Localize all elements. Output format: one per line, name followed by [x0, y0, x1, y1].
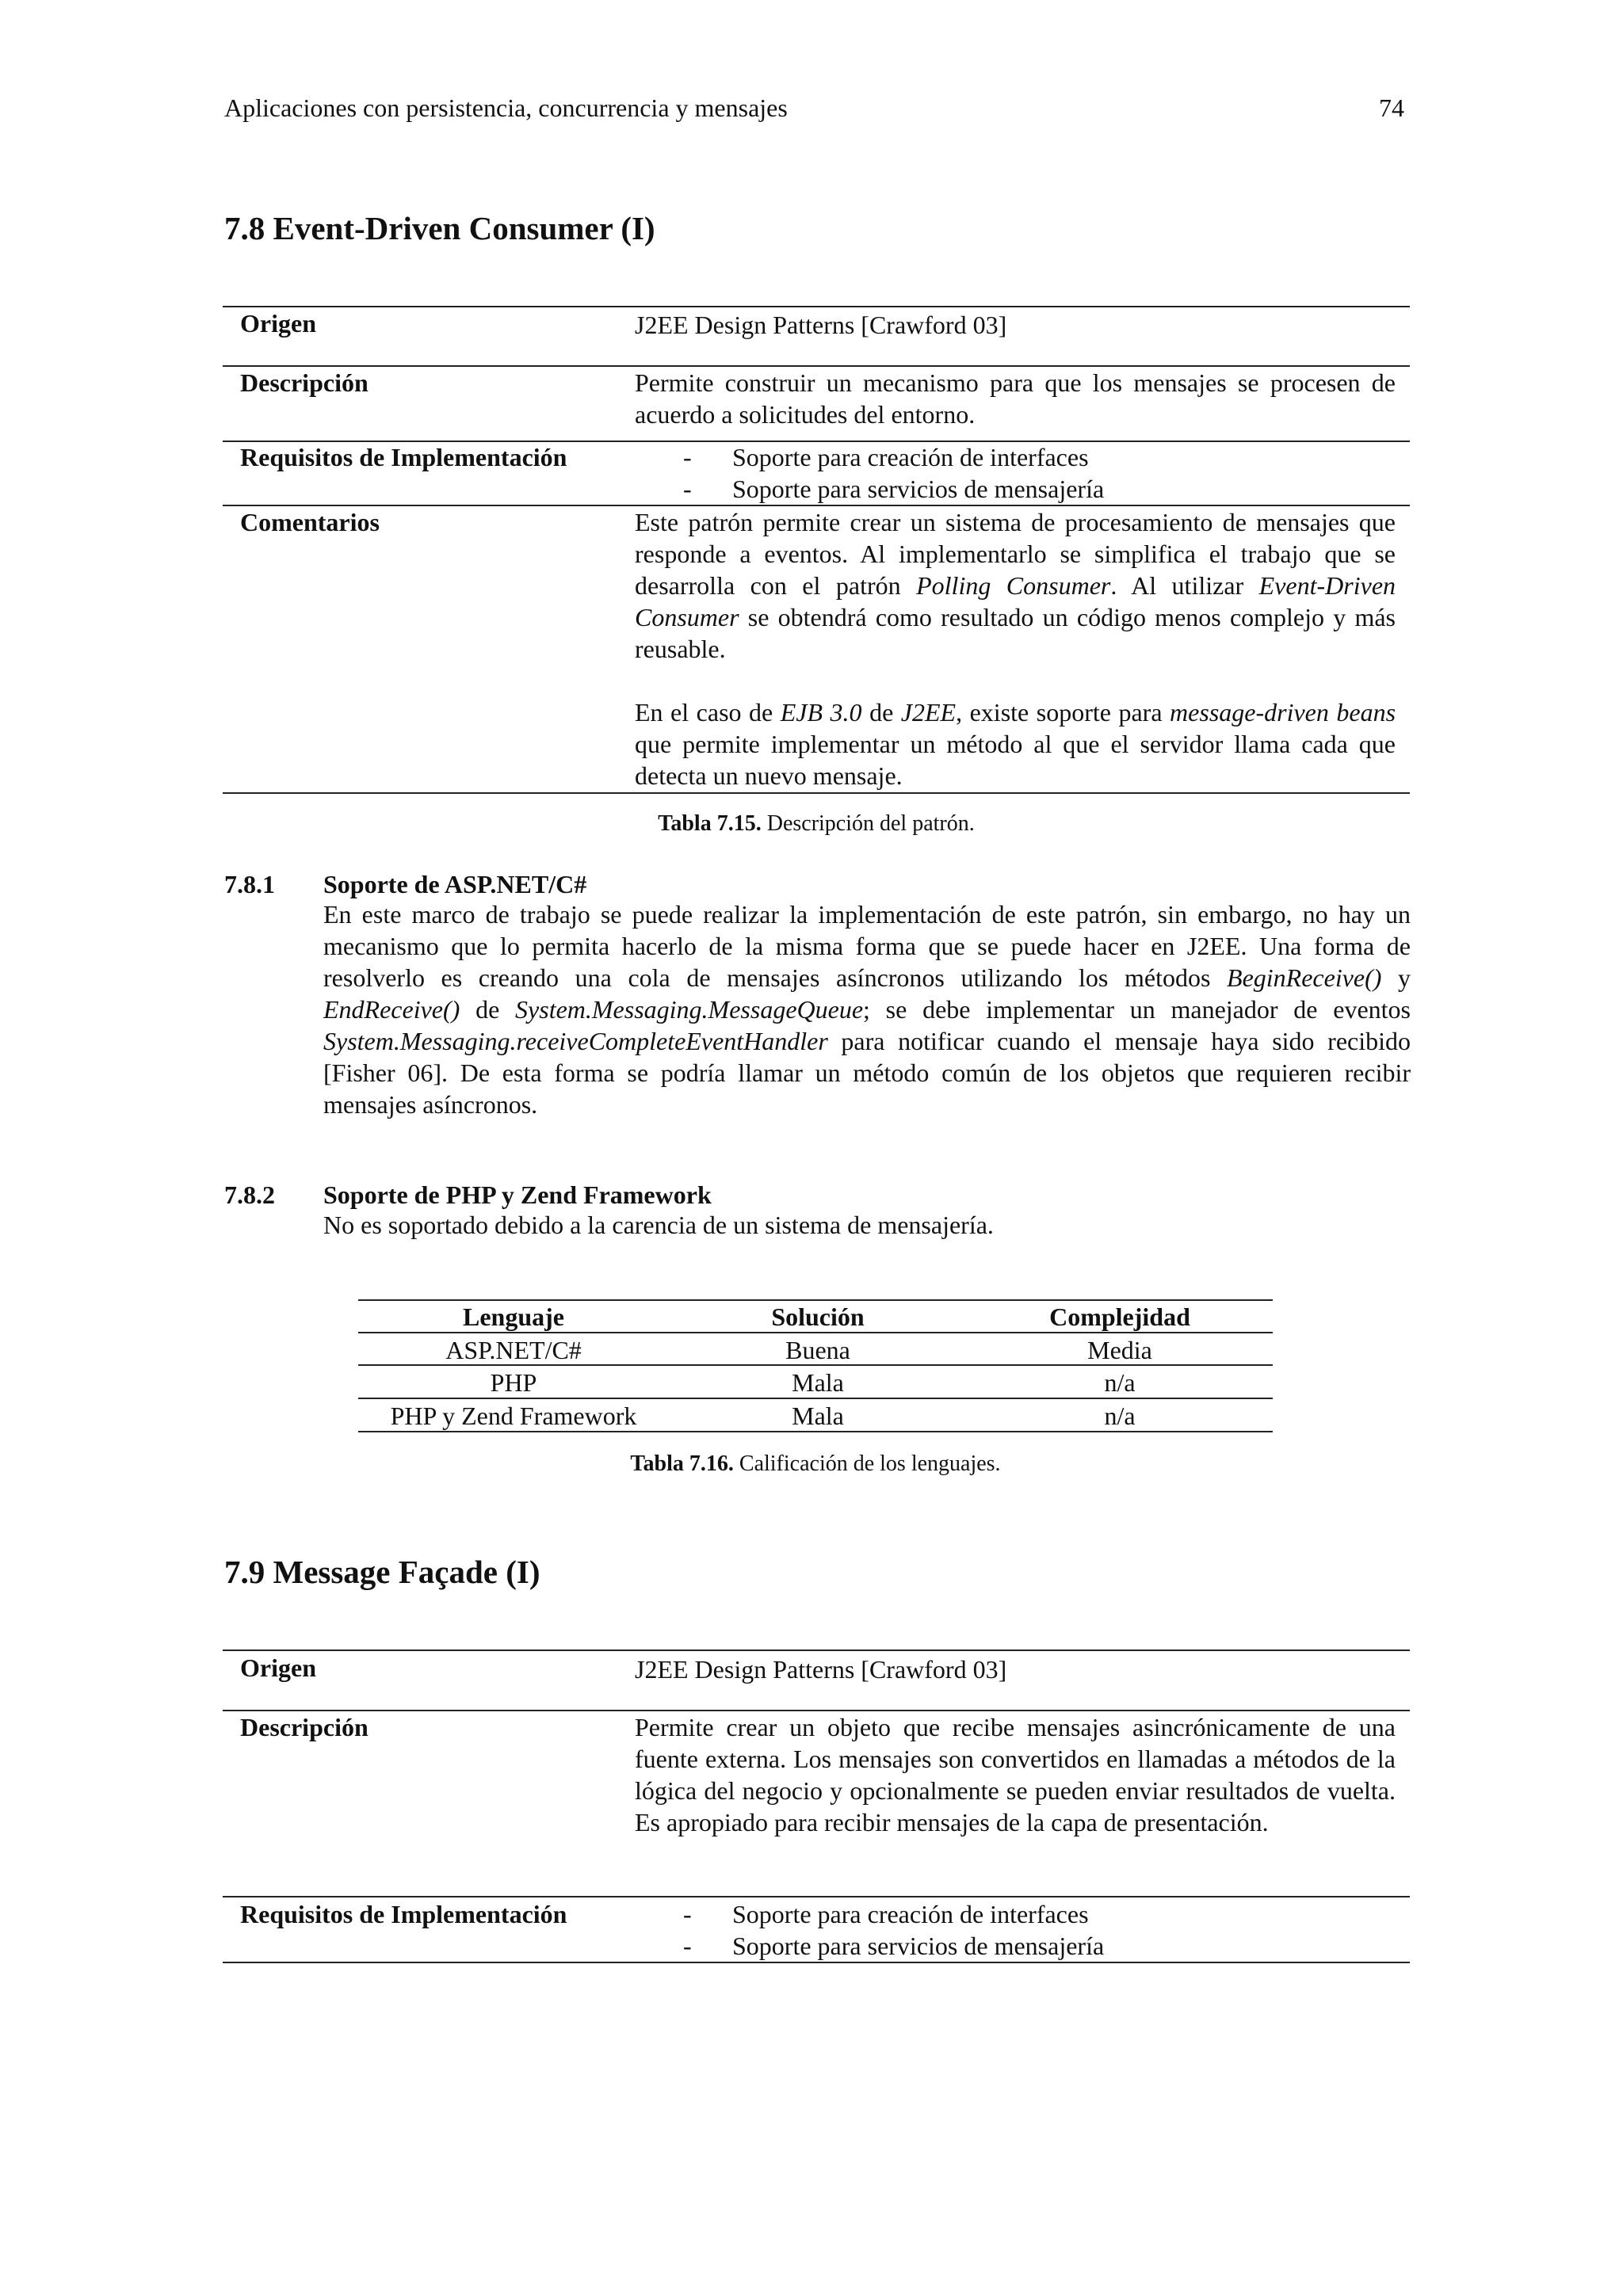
subsection-number: 7.8.2	[224, 1180, 275, 1209]
subsection-title: Soporte de PHP y Zend Framework	[323, 1180, 712, 1209]
requisitos-label: Requisitos de Implementación	[240, 443, 567, 471]
requisitos-item: - Soporte para creación de interfaces	[683, 1900, 1089, 1928]
descripcion-label: Descripción	[240, 368, 369, 397]
running-title: Aplicaciones con persistencia, concurrencia y mensajes	[224, 93, 788, 122]
requisitos-item: - Soporte para servicios de mensajería	[683, 475, 1105, 503]
requisitos-label: Requisitos de Implementación	[240, 1900, 567, 1928]
origen-value: J2EE Design Patterns [Crawford 03]	[635, 1655, 1007, 1684]
comentarios-label: Comentarios	[240, 508, 380, 536]
table-rule	[358, 1398, 1273, 1399]
table-rule	[358, 1332, 1273, 1333]
table-rule	[358, 1299, 1273, 1301]
origen-label: Origen	[240, 309, 316, 338]
table-rule	[223, 1896, 1410, 1897]
table-rule	[223, 1962, 1410, 1963]
table-rule	[358, 1364, 1273, 1366]
subsection-number: 7.8.1	[224, 870, 275, 898]
table-cell: PHP	[490, 1368, 537, 1397]
table-rule	[358, 1431, 1273, 1432]
table-header-cell: Lenguaje	[463, 1302, 564, 1331]
descripcion-value: Permite construir un mecanismo para que los mensajes se procesen de acuerdo a solicitudes del entorno.	[635, 368, 1396, 429]
table-cell: Media	[1087, 1336, 1152, 1364]
table-cell: Mala	[792, 1368, 844, 1397]
table-rule	[223, 792, 1410, 794]
table-rule	[223, 1650, 1410, 1651]
table-cell: ASP.NET/C#	[445, 1336, 582, 1364]
table-rule	[223, 441, 1410, 442]
section-heading-7-9: 7.9 Message Façade (I)	[224, 1554, 540, 1590]
origen-label: Origen	[240, 1653, 316, 1682]
section-heading-7-8: 7.8 Event-Driven Consumer (I)	[224, 210, 655, 246]
comentarios-paragraph: Este patrón permite crear un sistema de procesamiento de mensajes que responde a eventos. Al implementarlo se simplifica el trabajo que se desarrolla con el patrón Polling Consumer. Al utilizar Event-Driven Consumer se obtendrá como resultado un código menos complejo y más reusable.	[635, 508, 1396, 663]
descripcion-label: Descripción	[240, 1713, 369, 1741]
descripcion-value: Permite crear un objeto que recibe mensajes asincrónicamente de una fuente externa. Los mensajes son convertidos en llamadas a métodos de la lógica del negocio y opcionalmente se pueden enviar resultados de vuelta. Es apropiado para recibir mensajes de la capa de presentación.	[635, 1713, 1396, 1836]
comentarios-paragraph: En el caso de EJB 3.0 de J2EE, existe soporte para message-driven beans que permite implementar un método al que el servidor llama cada que detecta un nuevo mensaje.	[635, 698, 1396, 790]
table-cell: Buena	[785, 1336, 850, 1364]
subsection-title: Soporte de ASP.NET/C#	[323, 870, 587, 898]
requisitos-item: - Soporte para creación de interfaces	[683, 443, 1089, 471]
table-cell: PHP y Zend Framework	[390, 1402, 637, 1430]
origen-value: J2EE Design Patterns [Crawford 03]	[635, 311, 1007, 339]
table-rule	[223, 306, 1410, 307]
subsection-paragraph: En este marco de trabajo se puede realizar la implementación de este patrón, sin embargo, no hay un mecanismo que lo permita hacerlo de la misma forma que se puede hacer en J2EE. Una forma de resolverlo es creando una cola de mensajes asíncronos utilizando los métodos BeginReceive() y EndReceive() de System.Messaging.MessageQueue; se debe implementar un manejador de eventos System.Messaging.receiveCompleteEventHandler para notificar cuando el mensaje haya sido recibido [Fisher 06]. De esta forma se podría llamar un método común de los objetos que requieren recibir mensajes asíncronos.	[323, 900, 1411, 1119]
table-caption-7-15: Tabla 7.15. Descripción del patrón.	[658, 811, 975, 836]
table-header-cell: Complejidad	[1049, 1302, 1190, 1331]
table-cell: Mala	[792, 1402, 844, 1430]
table-caption-7-16: Tabla 7.16. Calificación de los lenguajes.	[630, 1451, 1001, 1476]
subsection-paragraph: No es soportado debido a la carencia de un sistema de mensajería.	[323, 1211, 994, 1239]
requisitos-item: - Soporte para servicios de mensajería	[683, 1932, 1105, 1960]
table-header-cell: Solución	[771, 1302, 865, 1331]
page-number: 74	[1379, 93, 1404, 122]
table-cell: n/a	[1104, 1402, 1136, 1430]
comentarios-value	[635, 506, 1396, 791]
table-cell: n/a	[1104, 1368, 1136, 1397]
